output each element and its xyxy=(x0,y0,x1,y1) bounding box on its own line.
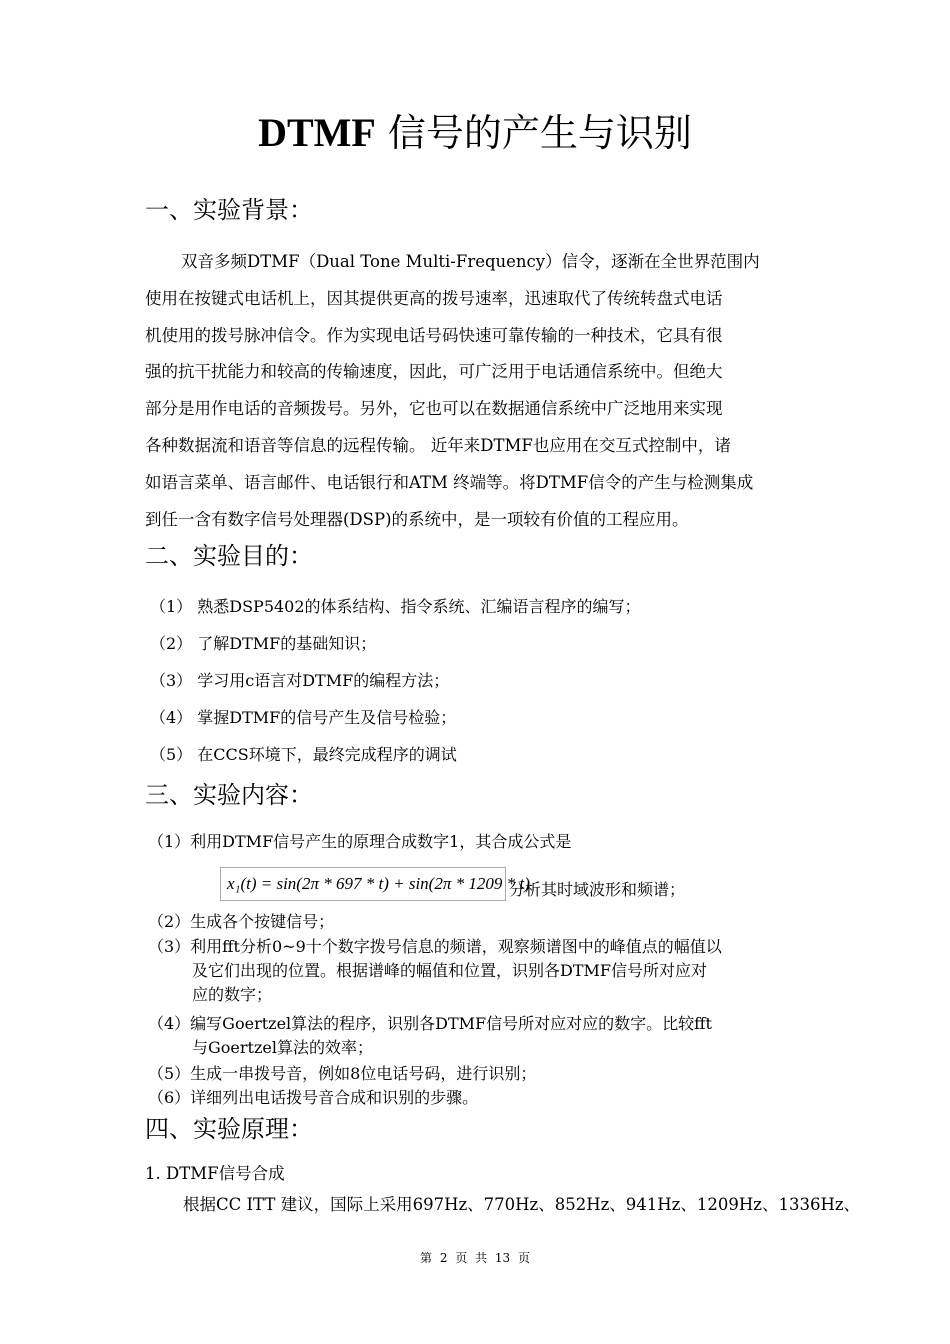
subsection-heading: 1. DTMF信号合成 xyxy=(145,1164,285,1183)
content-item-4 xyxy=(148,1012,712,1060)
content-item-2: （2）生成各个按键信号； xyxy=(148,912,335,931)
content-item-3 xyxy=(148,935,722,1007)
content-item-1: （1）利用DTMF信号产生的原理合成数字1，其合成公式是 xyxy=(148,832,572,851)
paragraph-line: 机使用的拨号脉冲信令。作为实现电话号码快速可靠传输的一种技术，它具有很 xyxy=(145,325,723,345)
paragraph-line: 强的抗干扰能力和较高的传输速度，因此，可广泛用于电话通信系统中。但绝大 xyxy=(145,362,723,382)
content-item-3-line: 及它们出现的位置。根据谱峰的幅值和位置，识别各DTMF信号所对应对 xyxy=(192,961,707,980)
paragraph-line: 到任一含有数字信号处理器(DSP)的系统中，是一项较有价值的工程应用。 xyxy=(145,509,689,529)
paragraph-line: 双音多频DTMF（Dual Tone Multi-Frequency）信令，逐渐在全世界范围内 xyxy=(181,252,760,271)
document-title xyxy=(0,108,950,158)
objective-item: （5） 在CCS环境下，最终完成程序的调试 xyxy=(150,745,457,764)
content-item-3-line: 应的数字； xyxy=(192,985,273,1004)
principle-line: 根据CC ITT 建议，国际上采用697Hz、770Hz、852Hz、941Hz、1209Hz、1336Hz、 xyxy=(183,1195,861,1214)
content-item-4-line: 与Goertzel算法的效率； xyxy=(192,1038,373,1057)
content-item-5: （5）生成一串拨号音，例如8位电话号码，进行识别； xyxy=(148,1064,537,1083)
background-paragraph xyxy=(145,244,815,538)
page-footer: 第 2 页 共 13 页 xyxy=(420,1251,530,1265)
paragraph-line: 部分是用作电话的音频拨号。另外，它也可以在数据通信系统中广泛地用来实现 xyxy=(145,399,723,419)
title-cn: 信号的产生与识别 xyxy=(375,111,692,155)
section-3-heading: 三、实验内容： xyxy=(145,781,313,809)
objective-item: （3） 学习用c语言对DTMF的编程方法； xyxy=(150,671,450,690)
objective-item: （4） 掌握DTMF的信号产生及信号检验； xyxy=(150,708,457,727)
formula-after-text: 分析其时域波形和频谱； xyxy=(509,880,686,899)
paragraph-line: 各种数据流和语音等信息的远程传输。 近年来DTMF也应用在交互式控制中，诸 xyxy=(145,435,731,455)
formula-box: x₁(t) = sin(2π * 697 * t) + sin(2π * 1209 * t) xyxy=(220,867,506,901)
section-2-heading: 二、实验目的： xyxy=(145,542,313,570)
title-latin: DTMF xyxy=(258,110,376,155)
content-item-6: （6）详细列出电话拨号音合成和识别的步骤。 xyxy=(148,1088,479,1107)
paragraph-line: 使用在按键式电话机上，因其提供更高的拨号速率，迅速取代了传统转盘式电话 xyxy=(145,288,723,308)
objective-item: （1） 熟悉DSP5402的体系结构、指令系统、汇编语言程序的编写； xyxy=(150,597,641,616)
section-1-heading: 一、实验背景： xyxy=(145,196,313,224)
content-item-3-line: （3）利用fft分析0~9十个数字拨号信息的频谱，观察频谱图中的峰值点的幅值以 xyxy=(148,937,722,956)
content-item-4-line: （4）编写Goertzel算法的程序，识别各DTMF信号所对应对应的数字。比较fft xyxy=(148,1014,712,1033)
objective-item: （2） 了解DTMF的基础知识； xyxy=(150,634,377,653)
paragraph-line: 如语言菜单、语言邮件、电话银行和ATM 终端等。将DTMF信令的产生与检测集成 xyxy=(145,472,754,492)
section-4-heading: 四、实验原理： xyxy=(145,1115,313,1143)
